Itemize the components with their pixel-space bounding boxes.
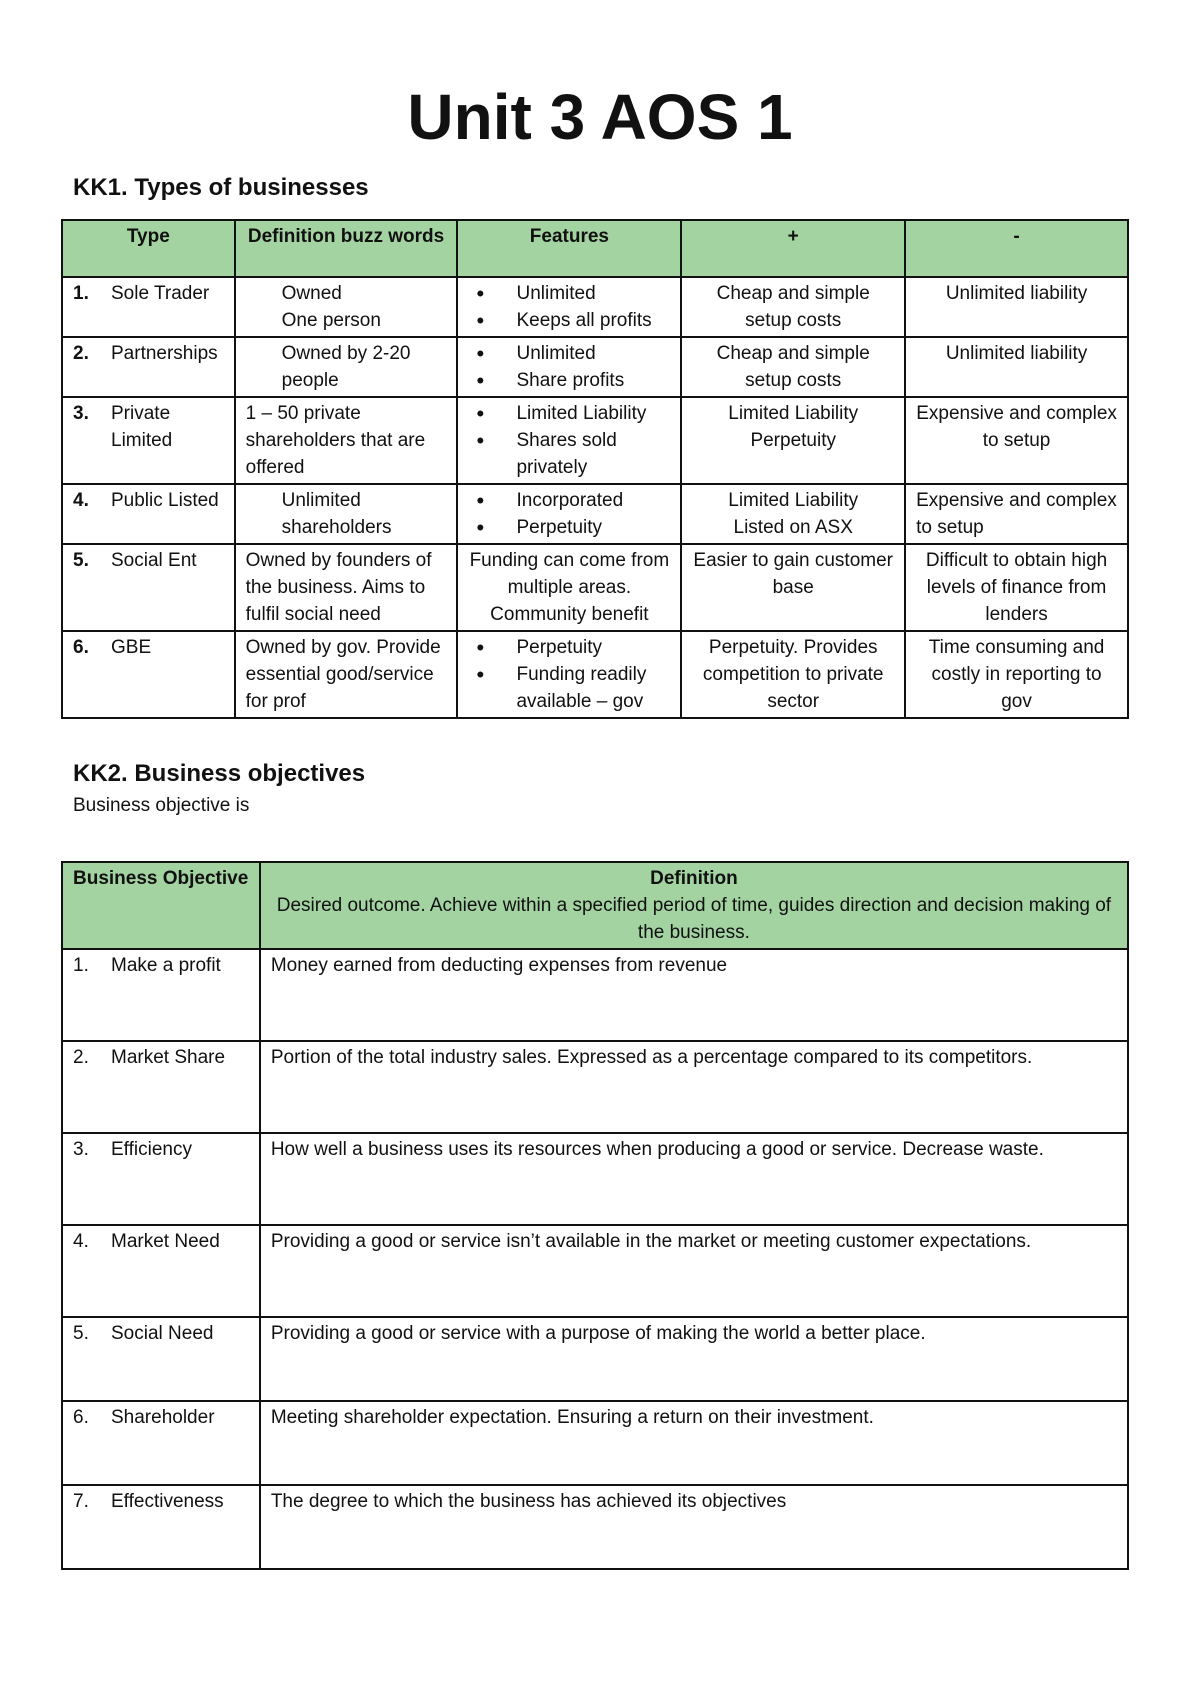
feature-item: • Share profits — [468, 367, 670, 394]
type-number: 1. — [73, 283, 89, 304]
header-definition: Definition buzz words — [235, 220, 458, 277]
definition-cell — [235, 337, 458, 397]
advantages-text: Limited Liability Listed on ASX — [728, 490, 859, 538]
feature-item: • Incorporated — [468, 487, 670, 514]
type-name: Public Listed — [111, 490, 219, 511]
type-wrap — [73, 280, 224, 307]
type-name: Sole Trader — [111, 283, 210, 304]
objective-definition: Money earned from deducting expenses from revenue — [270, 955, 728, 976]
definition-cell — [235, 277, 458, 337]
features-list — [468, 487, 670, 541]
objective-definition: Providing a good or service with a purpose of making the world a better place. — [270, 1323, 926, 1344]
features-list — [468, 280, 670, 334]
features-cell — [457, 484, 681, 544]
table-row — [62, 1485, 1128, 1569]
disadvantages-cell — [905, 397, 1128, 484]
objective-definition-cell — [260, 1225, 1128, 1317]
header-definition-text: Desired outcome. Achieve within a specified period of time, guides direction and decision making of the business. — [276, 895, 1112, 943]
disadvantages-text: Expensive and complex to setup — [916, 403, 1117, 451]
table-row — [62, 397, 1128, 484]
features-list — [468, 634, 670, 715]
header-objective: Business Objective — [62, 862, 260, 949]
features-cell — [457, 337, 681, 397]
type-wrap — [73, 400, 224, 454]
type-cell — [62, 277, 235, 337]
disadvantages-cell — [905, 544, 1128, 631]
objective-cell — [62, 1317, 260, 1401]
objective-definition: Portion of the total industry sales. Expressed as a percentage compared to its competitors. — [270, 1047, 1033, 1068]
table-row — [62, 337, 1128, 397]
objective-cell — [62, 1133, 260, 1225]
objective-cell — [62, 949, 260, 1041]
type-number: 2. — [73, 343, 89, 364]
advantages-text: Limited Liability Perpetuity — [728, 403, 859, 451]
feature-item: • Funding readily available – gov — [468, 661, 670, 715]
type-name: Private Limited — [111, 403, 173, 451]
table-row — [62, 1225, 1128, 1317]
objective-name: Market Share — [111, 1047, 226, 1068]
header-definition-title: Definition — [650, 868, 738, 889]
table-row — [62, 1133, 1128, 1225]
definition-text: Owned One person — [281, 283, 381, 331]
features-cell — [457, 544, 681, 631]
definition-text: Owned by 2-20 people — [281, 343, 411, 391]
business-objectives-table — [61, 861, 1129, 1570]
objective-number: 4. — [73, 1231, 89, 1252]
objective-name: Efficiency — [111, 1139, 192, 1160]
definition-cell — [235, 397, 458, 484]
objective-number: 3. — [73, 1139, 89, 1160]
advantages-cell — [681, 484, 905, 544]
type-wrap — [73, 547, 224, 574]
header-advantages: + — [681, 220, 905, 277]
advantages-cell — [681, 397, 905, 484]
type-cell — [62, 484, 235, 544]
objective-name: Effectiveness — [111, 1491, 224, 1512]
type-name: GBE — [111, 637, 152, 658]
advantages-cell — [681, 544, 905, 631]
type-number: 6. — [73, 637, 89, 658]
disadvantages-text: Expensive and complex to setup — [916, 490, 1117, 538]
page-title: Unit 3 AOS 1 — [407, 81, 793, 153]
definition-cell — [235, 631, 458, 718]
objective-number: 7. — [73, 1491, 89, 1512]
objective-cell — [62, 1401, 260, 1485]
objective-cell — [62, 1485, 260, 1569]
table-row — [62, 1041, 1128, 1133]
objective-cell — [62, 1225, 260, 1317]
advantages-text: Cheap and simple setup costs — [716, 283, 870, 331]
objective-name: Shareholder — [111, 1407, 215, 1428]
objective-definition-cell — [260, 1041, 1128, 1133]
advantages-cell — [681, 337, 905, 397]
features-list — [468, 340, 670, 394]
header-definition — [260, 862, 1128, 949]
table-row — [62, 544, 1128, 631]
definition-text: Unlimited shareholders — [281, 490, 392, 538]
disadvantages-cell — [905, 277, 1128, 337]
table-row — [62, 1317, 1128, 1401]
disadvantages-cell — [905, 631, 1128, 718]
feature-item: • Unlimited — [468, 280, 670, 307]
objective-number: 5. — [73, 1323, 89, 1344]
objective-number: 6. — [73, 1407, 89, 1428]
feature-item: • Limited Liability — [468, 400, 670, 427]
definition-cell — [235, 484, 458, 544]
feature-item: • Perpetuity — [468, 514, 670, 541]
objective-definition-cell — [260, 1133, 1128, 1225]
type-number: 4. — [73, 490, 89, 511]
table-header-row — [62, 220, 1128, 277]
feature-item: • Keeps all profits — [468, 307, 670, 334]
disadvantages-cell — [905, 337, 1128, 397]
objective-definition: Meeting shareholder expectation. Ensuring a return on their investment. — [270, 1407, 874, 1428]
objective-definition-cell — [260, 1401, 1128, 1485]
header-type: Type — [62, 220, 235, 277]
table-row — [62, 277, 1128, 337]
definition-cell — [235, 544, 458, 631]
objective-definition: How well a business uses its resources when producing a good or service. Decrease waste. — [270, 1139, 1044, 1160]
objective-definition-cell — [260, 949, 1128, 1041]
advantages-text: Perpetuity. Provides competition to private sector — [702, 637, 884, 712]
header-features: Features — [457, 220, 681, 277]
objective-definition: Providing a good or service isn’t available in the market or meeting customer expectations. — [270, 1231, 1032, 1252]
kk2-heading: KK2. Business objectives — [73, 760, 366, 787]
disadvantages-cell — [905, 484, 1128, 544]
feature-item: • Shares sold privately — [468, 427, 670, 481]
type-wrap — [73, 487, 224, 514]
objective-number: 2. — [73, 1047, 89, 1068]
type-cell — [62, 397, 235, 484]
type-cell — [62, 631, 235, 718]
disadvantages-text: Difficult to obtain high levels of finance from lenders — [925, 550, 1108, 625]
objective-definition: The degree to which the business has achieved its objectives — [270, 1491, 787, 1512]
table-row — [62, 1401, 1128, 1485]
advantages-cell — [681, 277, 905, 337]
business-types-table — [61, 219, 1129, 719]
kk2-subtext: Business objective is — [73, 795, 250, 816]
features-cell — [457, 277, 681, 337]
disadvantages-text: Unlimited liability — [945, 283, 1088, 304]
definition-text: 1 – 50 private shareholders that are offered — [245, 403, 426, 478]
objective-name: Market Need — [111, 1231, 220, 1252]
table-row — [62, 631, 1128, 718]
definition-text: Owned by founders of the business. Aims to fulfil social need — [245, 550, 432, 625]
features-cell — [457, 397, 681, 484]
disadvantages-text: Time consuming and costly in reporting to gov — [928, 637, 1105, 712]
advantages-text: Easier to gain customer base — [693, 550, 893, 598]
features-cell — [457, 631, 681, 718]
table-row — [62, 484, 1128, 544]
advantages-cell — [681, 631, 905, 718]
type-wrap — [73, 340, 224, 367]
disadvantages-text: Unlimited liability — [945, 343, 1088, 364]
feature-item: • Unlimited — [468, 340, 670, 367]
feature-item: • Perpetuity — [468, 634, 670, 661]
objective-name: Social Need — [111, 1323, 214, 1344]
header-disadvantages: - — [905, 220, 1128, 277]
type-cell — [62, 337, 235, 397]
type-wrap — [73, 634, 224, 661]
type-name: Partnerships — [111, 343, 218, 364]
type-number: 5. — [73, 550, 89, 571]
objective-name: Make a profit — [111, 955, 221, 976]
objective-definition-cell — [260, 1317, 1128, 1401]
kk1-heading: KK1. Types of businesses — [73, 174, 369, 201]
advantages-text: Cheap and simple setup costs — [716, 343, 870, 391]
features-text: Funding can come from multiple areas. Community benefit — [469, 550, 670, 625]
type-name: Social Ent — [111, 550, 197, 571]
table-row — [62, 949, 1128, 1041]
type-number: 3. — [73, 403, 89, 424]
objective-cell — [62, 1041, 260, 1133]
objective-definition-cell — [260, 1485, 1128, 1569]
type-cell — [62, 544, 235, 631]
objective-number: 1. — [73, 955, 89, 976]
features-list — [468, 400, 670, 481]
table-header-row — [62, 862, 1128, 949]
definition-text: Owned by gov. Provide essential good/service for prof — [245, 637, 441, 712]
